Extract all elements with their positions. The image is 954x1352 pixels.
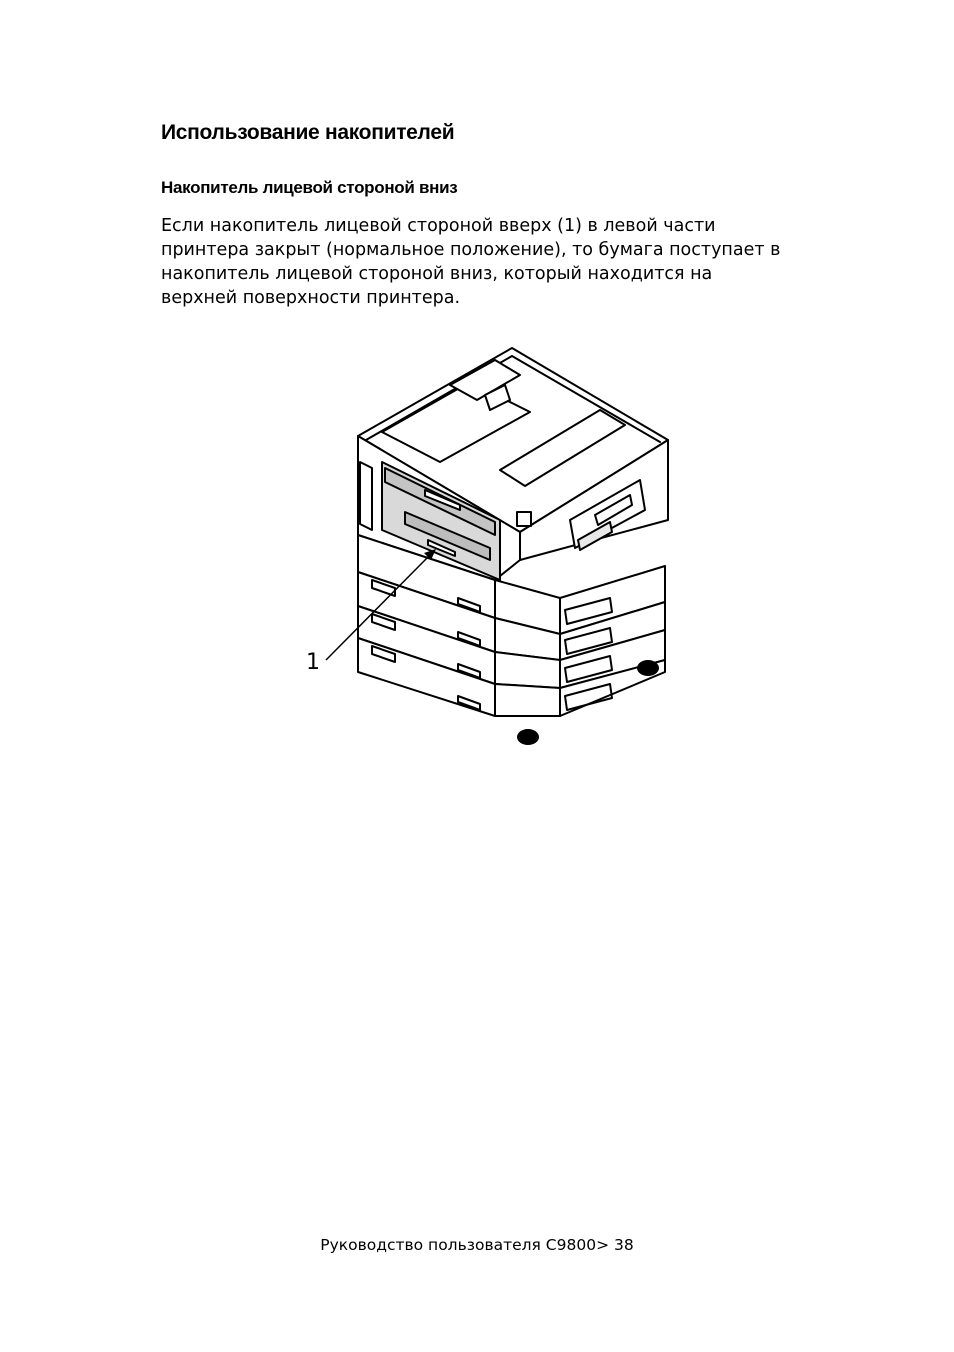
subsection-title: Накопитель лицевой стороной вниз [161, 178, 458, 197]
page-footer: Руководство пользователя C9800> 38 [320, 1236, 634, 1254]
paragraph-line: принтера закрыт (нормальное положение), то бумага поступает в [161, 240, 781, 260]
paragraph-line: Если накопитель лицевой стороной вверх (1) в левой части [161, 216, 716, 236]
paragraph-line: накопитель лицевой стороной вниз, который находится на [161, 264, 713, 284]
section-title: Использование накопителей [161, 121, 455, 144]
callout-label: 1 [306, 650, 320, 675]
printer-illustration [300, 340, 680, 760]
description-paragraph [161, 214, 841, 310]
paragraph-line: верхней поверхности принтера. [161, 288, 461, 308]
